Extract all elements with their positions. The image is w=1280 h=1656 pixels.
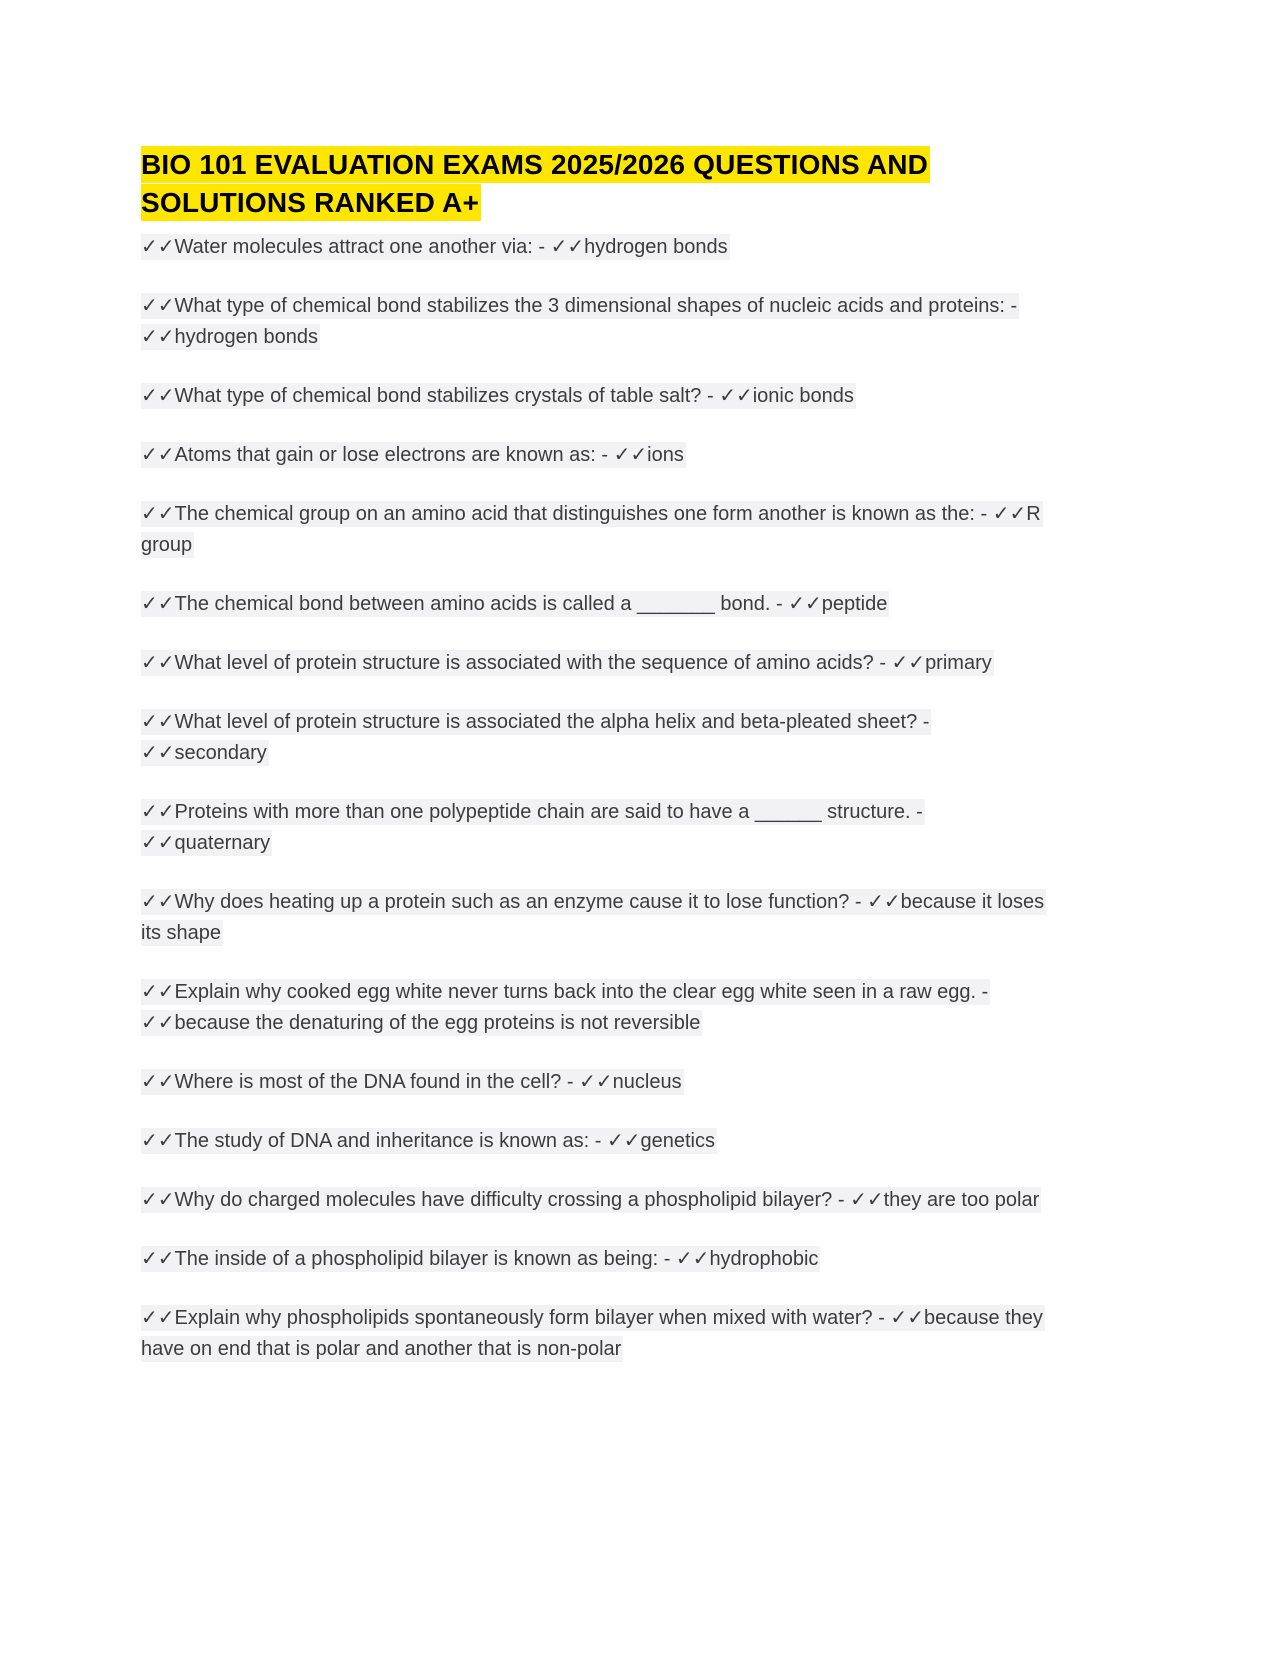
qa-item xyxy=(141,977,1058,1039)
qa-item xyxy=(141,887,1058,949)
page-title xyxy=(141,146,1058,222)
qa-item-text: ✓✓Where is most of the DNA found in the cell? - ✓✓nucleus xyxy=(141,1071,682,1093)
document-content xyxy=(141,146,1058,1393)
qa-item xyxy=(141,707,1058,769)
qa-item xyxy=(141,648,1058,679)
qa-item-text: ✓✓Why does heating up a protein such as an enzyme cause it to lose function? - ✓✓because it loses its shape xyxy=(141,891,1045,944)
qa-item xyxy=(141,499,1058,561)
qa-item-text: ✓✓What level of protein structure is associated with the sequence of amino acids? - ✓✓primary xyxy=(141,652,992,674)
qa-item-text: ✓✓What level of protein structure is associated the alpha helix and beta-pleated sheet? - ✓✓secondary xyxy=(141,711,930,764)
qa-item-text: ✓✓Atoms that gain or lose electrons are known as: - ✓✓ions xyxy=(141,444,684,466)
qa-item-text: ✓✓The study of DNA and inheritance is known as: - ✓✓genetics xyxy=(141,1130,715,1152)
qa-item xyxy=(141,1303,1058,1365)
qa-item-text: ✓✓Why do charged molecules have difficulty crossing a phospholipid bilayer? - ✓✓they are too polar xyxy=(141,1189,1040,1211)
qa-item-text: ✓✓The inside of a phospholipid bilayer is known as being: - ✓✓hydrophobic xyxy=(141,1248,819,1270)
qa-item-text: ✓✓What type of chemical bond stabilizes crystals of table salt? - ✓✓ionic bonds xyxy=(141,385,854,407)
qa-item xyxy=(141,291,1058,353)
qa-item-text: ✓✓The chemical group on an amino acid that distinguishes one form another is known as the: - ✓✓R group xyxy=(141,503,1041,556)
qa-item-text: ✓✓The chemical bond between amino acids is called a _______ bond. - ✓✓peptide xyxy=(141,593,888,615)
qa-item xyxy=(141,1067,1058,1098)
qa-item xyxy=(141,797,1058,859)
page-title-highlight: BIO 101 EVALUATION EXAMS 2025/2026 QUESTIONS AND SOLUTIONS RANKED A+ xyxy=(141,146,930,221)
qa-item-text: ✓✓Water molecules attract one another via: - ✓✓hydrogen bonds xyxy=(141,236,728,258)
qa-item-text: ✓✓Proteins with more than one polypeptide chain are said to have a ______ structure. - ✓✓quaternary xyxy=(141,801,923,854)
qa-item xyxy=(141,1244,1058,1275)
qa-item xyxy=(141,1185,1058,1216)
qa-item-text: ✓✓What type of chemical bond stabilizes the 3 dimensional shapes of nucleic acids and proteins: - ✓✓hydrogen bonds xyxy=(141,295,1018,348)
qa-item xyxy=(141,589,1058,620)
qa-item xyxy=(141,1126,1058,1157)
qa-item xyxy=(141,381,1058,412)
qa-item-text: ✓✓Explain why phospholipids spontaneously form bilayer when mixed with water? - ✓✓because they have on end that is polar and another that is non-polar xyxy=(141,1307,1043,1360)
qa-item-text: ✓✓Explain why cooked egg white never turns back into the clear egg white seen in a raw egg. - ✓✓because the denaturing of the egg proteins is not reversible xyxy=(141,981,989,1034)
qa-list xyxy=(141,232,1058,1365)
qa-item xyxy=(141,232,1058,263)
qa-item xyxy=(141,440,1058,471)
